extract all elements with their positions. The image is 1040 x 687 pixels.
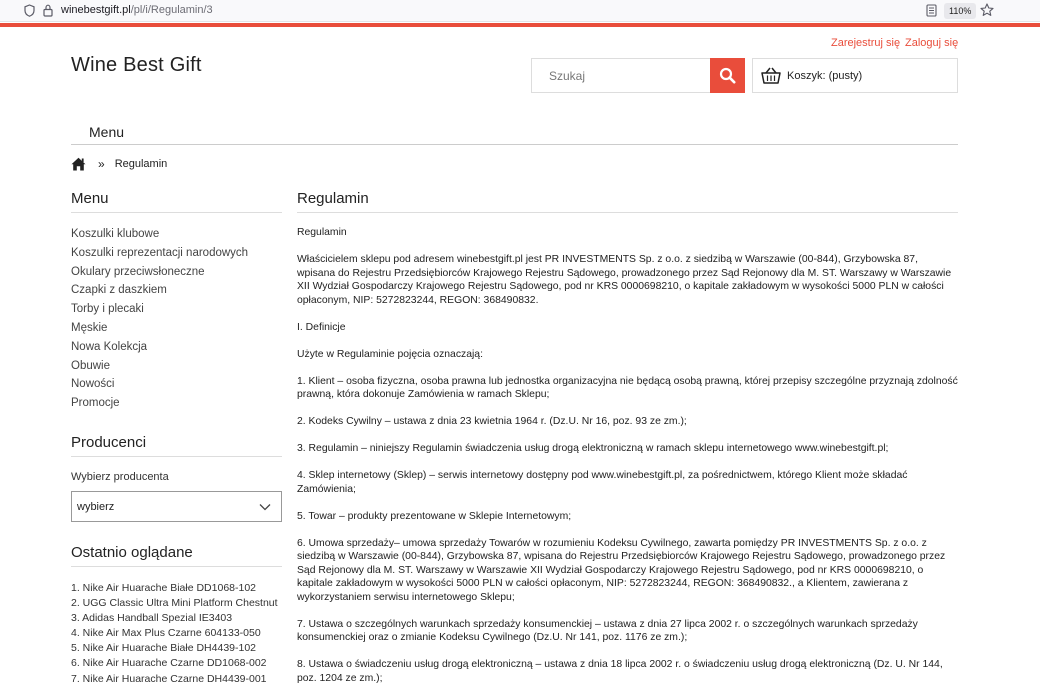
- producer-label: Wybierz producenta: [71, 471, 169, 483]
- header-accent-line: [0, 23, 1040, 27]
- search-button[interactable]: [710, 58, 745, 93]
- sidebar-menu: [71, 190, 282, 413]
- register-link[interactable]: Zarejestruj się: [831, 37, 901, 49]
- terms-paragraph: 4. Sklep internetowy (Sklep) – serwis internetowy dostępny pod www.winebestgift.pl, za pośrednictwem, którego Klient może składać Zamówienia;: [297, 470, 908, 495]
- recently-viewed-section: [71, 544, 282, 687]
- cart-label: Koszyk: (pusty): [787, 69, 863, 82]
- breadcrumb-separator: »: [98, 157, 105, 171]
- category-item[interactable]: Obuwie: [71, 359, 110, 372]
- recent-item[interactable]: 6. Nike Air Huarache Czarne DD1068-002: [71, 657, 267, 670]
- site-logo[interactable]: Wine Best Gift: [71, 54, 202, 76]
- search-input[interactable]: [532, 59, 711, 92]
- terms-paragraph: 3. Regulamin – niniejszy Regulamin świadczenia usług drogą elektroniczną w ramach sklepu internetowego www.winebestgift.pl;: [297, 443, 889, 454]
- producer-select[interactable]: [71, 491, 282, 522]
- category-item[interactable]: Promocje: [71, 397, 120, 410]
- shopping-basket-icon: [761, 67, 781, 85]
- breadcrumb: [71, 157, 167, 171]
- category-list: [71, 225, 282, 413]
- cart-button[interactable]: [752, 58, 958, 93]
- category-item[interactable]: Męskie: [71, 321, 108, 334]
- category-item[interactable]: Koszulki klubowe: [71, 228, 160, 240]
- terms-paragraph: Użyte w Regulaminie pojęcia oznaczają:: [297, 348, 483, 360]
- recent-item[interactable]: 3. Adidas Handball Spezial IE3403: [71, 612, 233, 625]
- terms-paragraph: Właścicielem sklepu pod adresem winebestgift.pl jest PR INVESTMENTS Sp. z o.o. z siedzibą w Warszawie (00-844), Grzybowska 87, wpisana do Rejestru Przedsiębiorców Krajowego Rejestru Sądowego, prowadzonego przez Sąd Rejonowy dla M. ST. Warszawy w Warszawie XII Wydział Gospodarczy Krajowego Rejestru Sądowego, pod nr KRS 0000698210, o kapitale zakładowym w wysokości 5000 PLN w całości opłaconym, NIP: 5272823244, REGON: 368490832.: [297, 254, 952, 306]
- main-menu-toggle[interactable]: Menu: [89, 124, 125, 140]
- category-item[interactable]: Okulary przeciwsłoneczne: [71, 265, 205, 278]
- reader-view-icon[interactable]: [926, 4, 937, 17]
- sidebar-menu-title: Menu: [71, 190, 282, 213]
- recent-item[interactable]: 7. Nike Air Huarache Czarne DH4439-001: [71, 672, 267, 685]
- main-menu-bar: [71, 123, 958, 145]
- terms-paragraph: 7. Ustawa o szczególnych warunkach sprzedaży konsumenckiej – ustawa z dnia 27 lipca 2002 r. o szczególnych warunkach sprzedaży konsumenckiej oraz o zmianie Kodeksu Cywilnego (Dz.U. Nr 141, poz. 1176 ze zm.);: [297, 618, 918, 643]
- recently-viewed-list: [71, 581, 282, 687]
- terms-content: [297, 190, 958, 685]
- category-item[interactable]: Torby i plecaki: [71, 303, 144, 316]
- terms-paragraph: 2. Kodeks Cywilny – ustawa z dnia 23 kwietnia 1964 r. (Dz.U. Nr 16, poz. 93 ze zm.);: [297, 416, 687, 427]
- recent-item[interactable]: 1. Nike Air Huarache Białe DD1068-102: [71, 582, 257, 594]
- recent-item[interactable]: 4. Nike Air Max Plus Czarne 604133-050: [71, 627, 261, 640]
- address-bar[interactable]: [61, 4, 213, 16]
- terms-paragraph: Regulamin: [297, 227, 347, 238]
- lock-icon[interactable]: [43, 4, 53, 17]
- terms-paragraph: 1. Klient – osoba fizyczna, osoba prawna lub jednostka organizacyjna nie będącą osobą prawną, której przepisy szczególne przyznają zdolność prawną, która dokonuje Zamówienia w ramach Sklepu;: [297, 375, 958, 400]
- category-item[interactable]: Nowości: [71, 378, 115, 391]
- recent-item[interactable]: 5. Nike Air Huarache Białe DH4439-102: [71, 642, 257, 655]
- category-item[interactable]: Czapki z daszkiem: [71, 284, 167, 297]
- category-item[interactable]: Koszulki reprezentacji narodowych: [71, 246, 249, 259]
- terms-paragraph: 6. Umowa sprzedaży– umowa sprzedaży Towarów w rozumieniu Kodeksu Cywilnego, zawarta pomiędzy PR INVESTMENTS Sp. z o.o. z siedzibą w Warszawie (00-844), Grzybowska 87, wpisana do Rejestru Przedsiębiorców Krajowego Rejestru Sądowego, prowadzonego przez Sąd Rejonowy dla M. ST. Warszawy w Warszawie XII Wydział Gospodarczy Krajowego Rejestru Sądowego, pod nr KRS 0000698210, o kapitale zakładowym w wysokości 5000 PLN w całości opłaconym, NIP: 5272823244, REGON: 368490832., a Klientem, zawierana z wykorzystaniem serwisu internetowego Sklepu;: [297, 537, 946, 603]
- terms-paragraph: 8. Ustawa o świadczeniu usług drogą elektroniczną – ustawa z dnia 18 lipca 2002 r. o świadczeniu usług drogą elektroniczną (Dz. U. Nr 144, poz. 1204 ze zm.);: [297, 659, 943, 684]
- page-title: Regulamin: [297, 190, 958, 213]
- url-host: winebestgift.pl: [61, 4, 131, 16]
- search-icon: [719, 67, 736, 84]
- chevron-down-icon: [259, 503, 271, 511]
- producers-section: [71, 434, 282, 522]
- recent-item[interactable]: 2. UGG Classic Ultra Mini Platform Chestnut: [71, 597, 278, 610]
- terms-paragraph: 5. Towar – produkty prezentowane w Sklepie Internetowym;: [297, 510, 572, 522]
- terms-paragraph: I. Definicje: [297, 321, 346, 333]
- home-icon[interactable]: [71, 157, 86, 171]
- recently-viewed-title: Ostatnio oglądane: [71, 544, 282, 567]
- shield-icon[interactable]: [24, 4, 35, 17]
- zoom-level-badge[interactable]: 110%: [944, 3, 976, 19]
- login-link[interactable]: Zaloguj się: [905, 37, 959, 49]
- bookmark-star-icon[interactable]: [980, 3, 994, 17]
- breadcrumb-current: Regulamin: [114, 158, 168, 170]
- producer-select-value: wybierz: [77, 500, 115, 513]
- search-field[interactable]: [531, 58, 711, 93]
- url-path: /pl/i/Regulamin/3: [130, 4, 213, 16]
- category-item[interactable]: Nowa Kolekcja: [71, 340, 148, 353]
- producers-title: Producenci: [71, 434, 282, 457]
- browser-toolbar: [0, 0, 1040, 22]
